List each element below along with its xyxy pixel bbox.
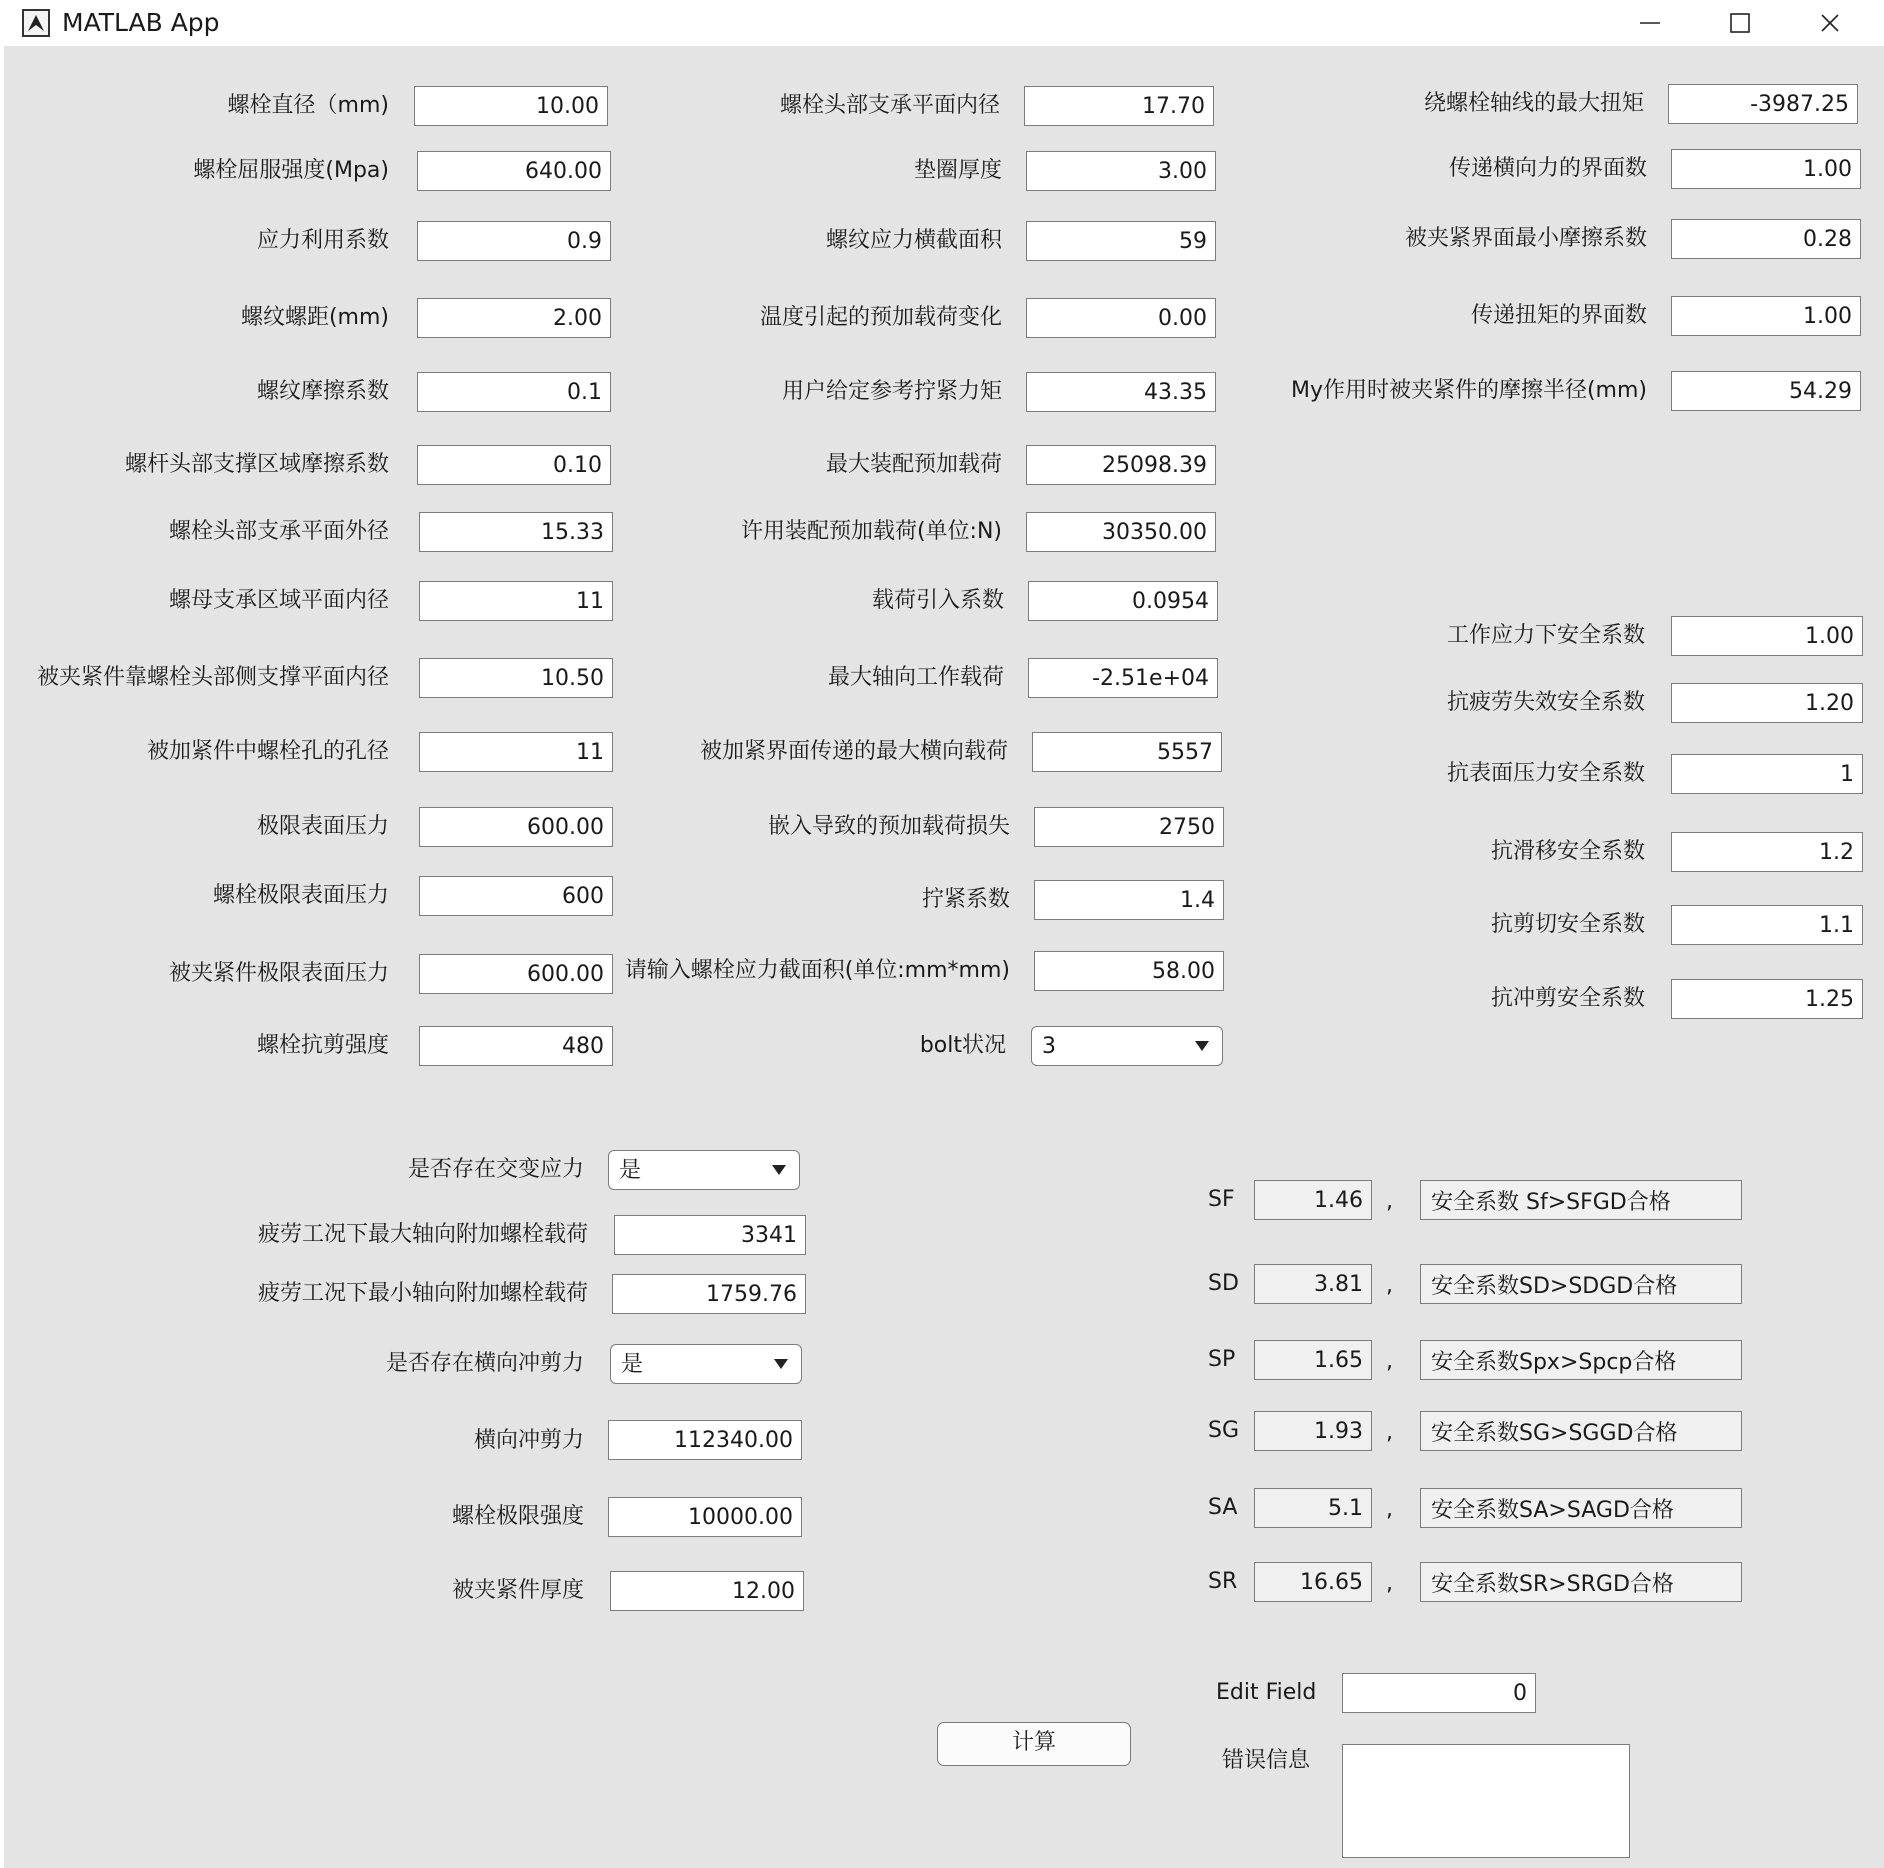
ultimate-strength-input[interactable] — [608, 1497, 802, 1537]
col2-field-2-label: 螺纹应力横截面积 — [825, 228, 1002, 253]
col3-top-field-4-label: My作用时被夹紧件的摩擦半径(mm) — [1290, 378, 1647, 403]
ultimate-strength-label: 螺栓极限强度 — [451, 1504, 584, 1529]
col1-field-13-label: 螺栓抗剪强度 — [256, 1033, 389, 1058]
col3-top-field-2-label: 被夹紧界面最小摩擦系数 — [1404, 226, 1647, 251]
col2-field-5-label: 最大装配预加载荷 — [825, 452, 1002, 477]
result-label-sa: SA — [1208, 1495, 1238, 1520]
col1-field-2-label: 应力利用系数 — [256, 228, 389, 253]
clamp-thickness-label: 被夹紧件厚度 — [451, 1578, 584, 1603]
col1-field-5-input[interactable] — [417, 445, 611, 485]
calculate-button[interactable]: 计算 — [937, 1722, 1131, 1766]
safety-field-2-label: 抗表面压力安全系数 — [1446, 761, 1645, 786]
result-value-sr[interactable] — [1254, 1562, 1372, 1602]
chevron-down-icon — [773, 1357, 789, 1371]
col2-field-7-input[interactable] — [1028, 581, 1218, 621]
edit-field-input[interactable] — [1342, 1673, 1536, 1713]
result-message-sp[interactable] — [1420, 1340, 1742, 1380]
result-label-sg: SG — [1208, 1418, 1240, 1443]
col2-field-4-input[interactable] — [1026, 372, 1216, 412]
transverse-shear-value: 是 — [621, 1352, 644, 1377]
title-bar — [0, 0, 1884, 46]
result-label-sf: SF — [1208, 1187, 1235, 1212]
col1-field-9-input[interactable] — [419, 732, 613, 772]
bolt-status-value: 3 — [1042, 1034, 1056, 1059]
col1-field-12-input[interactable] — [419, 954, 613, 994]
col3-top-field-1-input[interactable] — [1671, 149, 1861, 189]
col1-field-3-label: 螺纹螺距(mm) — [240, 305, 389, 330]
col2-field-1-input[interactable] — [1026, 151, 1216, 191]
result-value-sd[interactable] — [1254, 1264, 1372, 1304]
clamp-thickness-input[interactable] — [610, 1571, 804, 1611]
col2-field-12-label: 请输入螺栓应力截面积(单位:mm*mm) — [624, 958, 1010, 983]
col1-field-2-input[interactable] — [417, 221, 611, 261]
col2-field-6-label: 许用装配预加载荷(单位:N) — [740, 519, 1002, 544]
col1-field-10-input[interactable] — [419, 807, 613, 847]
safety-field-0-label: 工作应力下安全系数 — [1446, 623, 1645, 648]
col1-field-0-label: 螺栓直径（mm) — [227, 93, 389, 118]
col1-field-12-label: 被夹紧件极限表面压力 — [168, 961, 389, 986]
safety-field-0-input[interactable] — [1671, 616, 1863, 656]
maximize-button[interactable] — [1710, 6, 1770, 40]
col1-field-6-label: 螺栓头部支承平面外径 — [168, 519, 389, 544]
result-message-sa[interactable] — [1420, 1488, 1742, 1528]
col1-field-1-input[interactable] — [417, 151, 611, 191]
col3-top-field-2-input[interactable] — [1671, 219, 1861, 259]
safety-field-1-label: 抗疲劳失效安全系数 — [1446, 690, 1645, 715]
col2-field-11-input[interactable] — [1034, 880, 1224, 920]
col2-field-9-label: 被加紧界面传递的最大横向载荷 — [699, 739, 1008, 764]
col2-field-0-label: 螺栓头部支承平面内径 — [779, 93, 1000, 118]
result-value-sp[interactable] — [1254, 1340, 1372, 1380]
alternating-stress-value: 是 — [619, 1158, 642, 1183]
safety-field-5-label: 抗冲剪安全系数 — [1490, 986, 1645, 1011]
fatigue-min-load-input[interactable] — [612, 1274, 806, 1314]
result-label-sd: SD — [1208, 1271, 1239, 1296]
col1-field-7-label: 螺母支承区域平面内径 — [168, 588, 389, 613]
comma-separator: , — [1386, 1420, 1393, 1445]
col2-field-9-input[interactable] — [1032, 732, 1222, 772]
col2-field-6-input[interactable] — [1026, 512, 1216, 552]
col2-field-10-input[interactable] — [1034, 807, 1224, 847]
shear-force-input[interactable] — [608, 1420, 802, 1460]
window-title: MATLAB App — [62, 8, 220, 37]
result-label-sp: SP — [1208, 1347, 1236, 1372]
col2-field-0-input[interactable] — [1024, 86, 1214, 126]
result-message-sf[interactable] — [1420, 1180, 1742, 1220]
alternating-stress-label: 是否存在交变应力 — [407, 1157, 584, 1182]
fatigue-max-load-label: 疲劳工况下最大轴向附加螺栓载荷 — [257, 1222, 588, 1247]
app-canvas — [4, 46, 1884, 1868]
fatigue-min-load-label: 疲劳工况下最小轴向附加螺栓载荷 — [257, 1281, 588, 1306]
col2-field-4-label: 用户给定参考拧紧力矩 — [781, 379, 1002, 404]
col1-field-13-input[interactable] — [419, 1026, 613, 1066]
transverse-shear-label: 是否存在横向冲剪力 — [385, 1351, 584, 1376]
col1-field-10-label: 极限表面压力 — [256, 814, 389, 839]
col1-field-8-input[interactable] — [419, 658, 613, 698]
result-value-sf[interactable] — [1254, 1180, 1372, 1220]
minimize-button[interactable] — [1620, 6, 1680, 40]
col2-field-1-label: 垫圈厚度 — [913, 158, 1002, 183]
col2-field-10-label: 嵌入导致的预加载荷损失 — [767, 814, 1010, 839]
col2-field-8-input[interactable] — [1028, 658, 1218, 698]
error-info-textarea[interactable] — [1342, 1744, 1630, 1858]
alternating-stress-dropdown[interactable] — [608, 1150, 800, 1190]
col2-field-2-input[interactable] — [1026, 221, 1216, 261]
result-value-sg[interactable] — [1254, 1411, 1372, 1451]
col2-field-12-input[interactable] — [1034, 951, 1224, 991]
col1-field-11-input[interactable] — [419, 876, 613, 916]
safety-field-2-input[interactable] — [1671, 754, 1863, 794]
edit-field-label: Edit Field — [1216, 1680, 1317, 1705]
comma-separator: , — [1386, 1189, 1393, 1214]
result-value-sa[interactable] — [1254, 1488, 1372, 1528]
result-message-sg[interactable] — [1420, 1411, 1742, 1451]
col3-top-field-4-input[interactable] — [1671, 371, 1861, 411]
col2-field-8-label: 最大轴向工作载荷 — [827, 665, 1004, 690]
bolt-status-dropdown[interactable] — [1031, 1026, 1223, 1066]
col1-field-1-label: 螺栓屈服强度(Mpa) — [193, 158, 389, 183]
col1-field-8-label: 被夹紧件靠螺栓头部侧支撑平面内径 — [36, 665, 389, 690]
safety-field-4-label: 抗剪切安全系数 — [1490, 912, 1645, 937]
col1-field-7-input[interactable] — [419, 581, 613, 621]
comma-separator: , — [1386, 1497, 1393, 1522]
bolt-status-label: bolt状况 — [919, 1033, 1006, 1058]
col3-top-field-3-input[interactable] — [1671, 296, 1861, 336]
col1-field-5-label: 螺杆头部支撑区域摩擦系数 — [124, 452, 389, 477]
col3-top-field-1-label: 传递横向力的界面数 — [1448, 156, 1647, 181]
col1-field-11-label: 螺栓极限表面压力 — [212, 883, 389, 908]
safety-field-4-input[interactable] — [1671, 905, 1863, 945]
comma-separator: , — [1386, 1571, 1393, 1596]
col3-top-field-0-input[interactable] — [1668, 84, 1858, 124]
col2-field-3-label: 温度引起的预加载荷变化 — [759, 305, 1002, 330]
col1-field-0-input[interactable] — [414, 86, 608, 126]
col1-field-6-input[interactable] — [419, 512, 613, 552]
col2-field-7-label: 载荷引入系数 — [871, 588, 1004, 613]
error-info-label: 错误信息 — [1222, 1748, 1311, 1773]
chevron-down-icon — [1194, 1039, 1210, 1053]
col1-field-4-label: 螺纹摩擦系数 — [256, 379, 389, 404]
col1-field-9-label: 被加紧件中螺栓孔的孔径 — [146, 739, 389, 764]
col1-field-3-input[interactable] — [417, 298, 611, 338]
safety-field-5-input[interactable] — [1671, 979, 1863, 1019]
matlab-icon — [22, 9, 50, 37]
transverse-shear-dropdown[interactable] — [610, 1344, 802, 1384]
col2-field-5-input[interactable] — [1026, 445, 1216, 485]
safety-field-1-input[interactable] — [1671, 683, 1863, 723]
result-message-sd[interactable] — [1420, 1264, 1742, 1304]
safety-field-3-input[interactable] — [1671, 832, 1863, 872]
col3-top-field-3-label: 传递扭矩的界面数 — [1470, 303, 1647, 328]
comma-separator: , — [1386, 1349, 1393, 1374]
col2-field-3-input[interactable] — [1026, 298, 1216, 338]
col3-top-field-0-label: 绕螺栓轴线的最大扭矩 — [1423, 91, 1644, 116]
result-message-sr[interactable] — [1420, 1562, 1742, 1602]
safety-field-3-label: 抗滑移安全系数 — [1490, 839, 1645, 864]
comma-separator: , — [1386, 1273, 1393, 1298]
shear-force-label: 横向冲剪力 — [473, 1428, 584, 1453]
col1-field-4-input[interactable] — [417, 372, 611, 412]
close-button[interactable] — [1800, 6, 1860, 40]
fatigue-max-load-input[interactable] — [614, 1215, 806, 1255]
result-label-sr: SR — [1208, 1569, 1238, 1594]
chevron-down-icon — [771, 1163, 787, 1177]
col2-field-11-label: 拧紧系数 — [921, 887, 1010, 912]
